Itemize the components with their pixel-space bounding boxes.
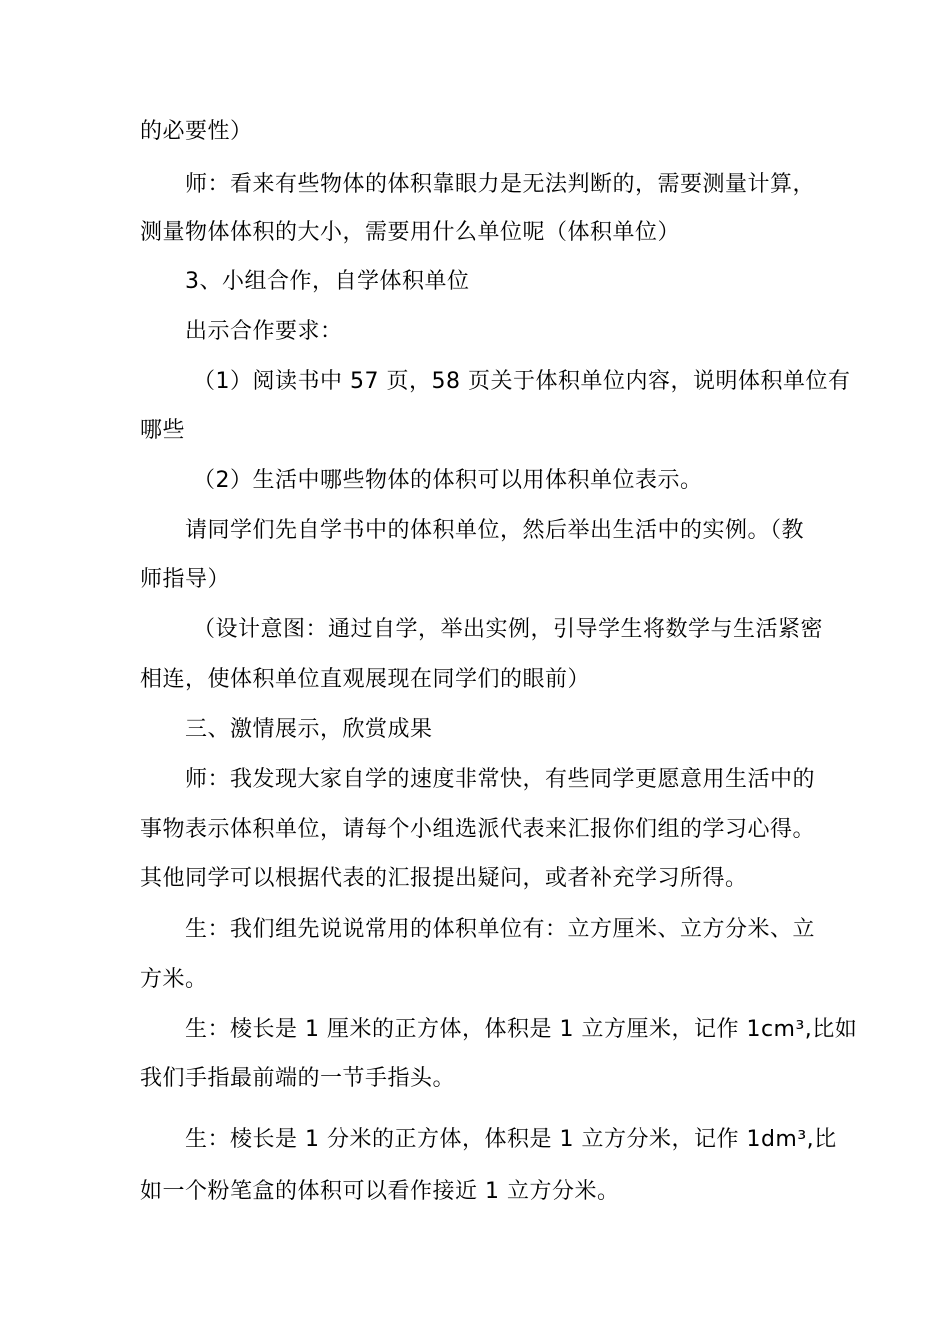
text-line: 师：看来有些物体的体积靠眼力是无法判断的，需要测量计算，: [185, 172, 816, 197]
text-line: 如一个粉笔盒的体积可以看作接近 1 立方分米。: [140, 1179, 620, 1204]
text-line: 我们手指最前端的一节手指头。: [140, 1066, 456, 1091]
text-line: （设计意图：通过自学，举出实例，引导学生将数学与生活紧密: [193, 617, 824, 642]
text-line: 生：我们组先说说常用的体积单位有：立方厘米、立方分米、立: [185, 917, 816, 942]
text-line: 3、小组合作，自学体积单位: [185, 269, 470, 294]
text-line: 请同学们先自学书中的体积单位，然后举出生活中的实例。（教: [185, 518, 805, 543]
text-line: 测量物体体积的大小，需要用什么单位呢（体积单位）: [140, 220, 681, 245]
text-line: 的必要性）: [140, 119, 253, 144]
text-line: 生：棱长是 1 厘米的正方体，体积是 1 立方厘米，记作 1cm³,比如: [185, 1017, 858, 1042]
text-line: 出示合作要求：: [185, 319, 343, 344]
text-line: 相连，使体积单位直观展现在同学们的眼前）: [140, 667, 591, 692]
text-line: 哪些: [140, 418, 186, 443]
text-line: （2）生活中哪些物体的体积可以用体积单位表示。: [193, 468, 703, 493]
text-line: （1）阅读书中 57 页，58 页关于体积单位内容，说明体积单位有: [193, 369, 851, 394]
text-line: 其他同学可以根据代表的汇报提出疑问，或者补充学习所得。: [140, 866, 748, 891]
text-line: 师指导）: [140, 567, 231, 592]
text-line: 师：我发现大家自学的速度非常快，有些同学更愿意用生活中的: [185, 767, 816, 792]
text-line: 事物表示体积单位，请每个小组选派代表来汇报你们组的学习心得。: [140, 817, 816, 842]
section-heading: 三、激情展示，欣赏成果: [185, 717, 433, 742]
text-line: 方米。: [140, 967, 208, 992]
text-line: 生：棱长是 1 分米的正方体，体积是 1 立方分米，记作 1dm³,比: [185, 1127, 837, 1152]
